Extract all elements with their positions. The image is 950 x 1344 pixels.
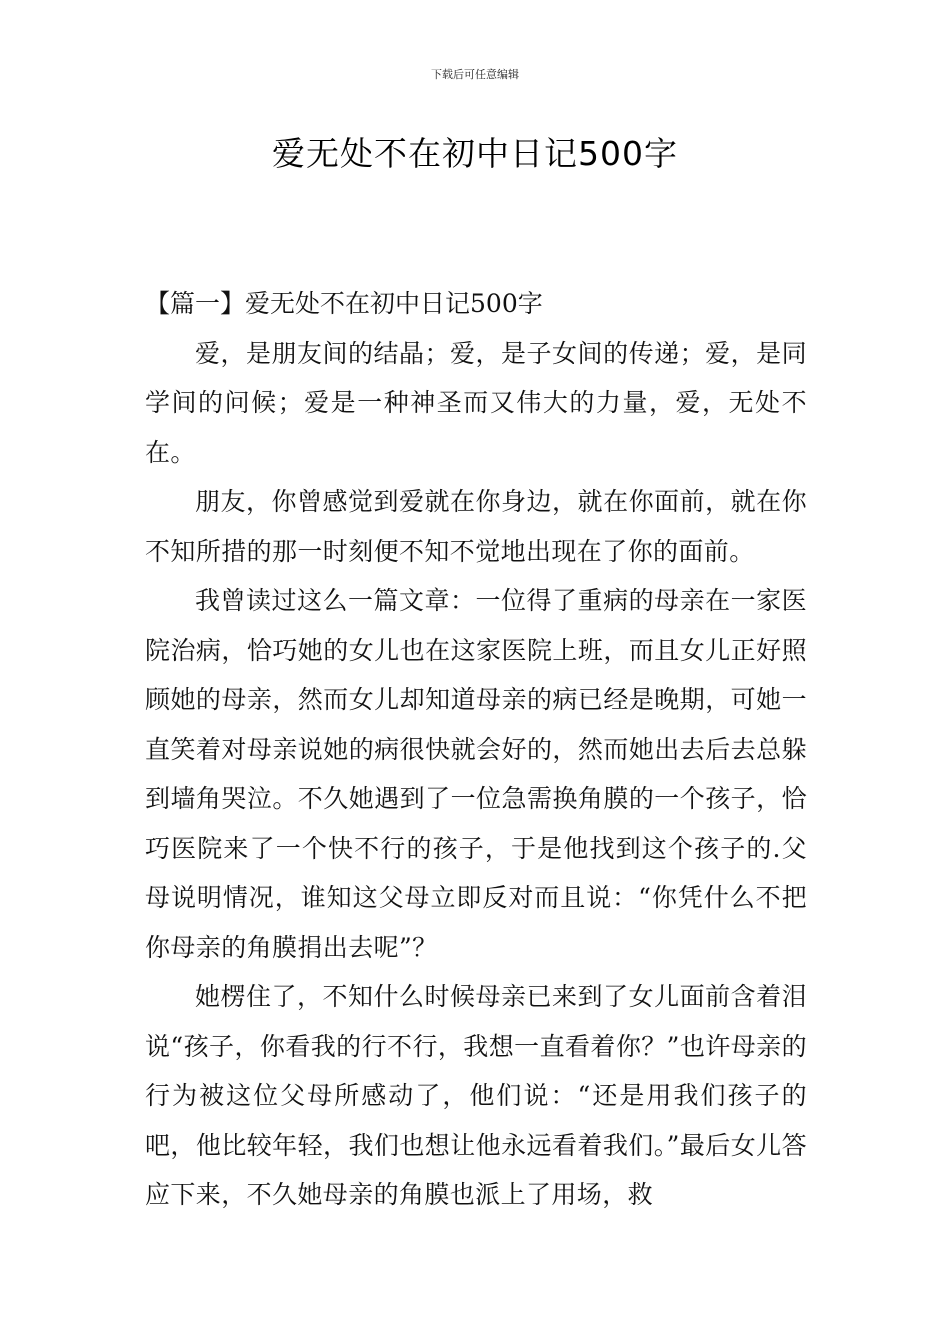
page-title: 爱无处不在初中日记500字 [272, 134, 678, 173]
paragraph-1: 爱，是朋友间的结晶；爱，是子女间的传递；爱，是同学间的问候；爱是一种神圣而又伟大的力量，爱，无处不在。 [145, 338, 807, 467]
section-heading: 【篇一】爱无处不在初中日记500字 [145, 289, 543, 318]
paragraph-2: 朋友，你曾感觉到爱就在你身边，就在你面前，就在你不知所措的那一时刻便不知不觉地出现在了你的面前。 [145, 487, 807, 566]
paragraph-3: 我曾读过这么一篇文章：一位得了重病的母亲在一家医院治病，恰巧她的女儿也在这家医院上班，而且女儿正好照顾她的母亲，然而女儿却知道母亲的病已经是晚期，可她一直笑着对母亲说她的病很快就会好的，然而她出去后去总躲到墙角哭泣。不久她遇到了一位急需换角膜的一个孩子，恰巧医院来了一个快不行的孩子，于是他找到这个孩子的.父母说明情况，谁知这父母立即反对而且说：“你凭什么不把你母亲的角膜捐出去呢”？ [145, 586, 807, 962]
document-body [145, 279, 807, 1220]
paragraph-4: 她楞住了，不知什么时候母亲已来到了女儿面前含着泪说“孩子，你看我的行不行，我想一直看着你？”也许母亲的行为被这位父母所感动了，他们说：“还是用我们孩子的吧，他比较年轻，我们也想让他永远看着我们。”最后女儿答应下来，不久她母亲的角膜也派上了用场，救 [145, 982, 807, 1209]
header-note: 下载后可任意编辑 [431, 68, 519, 81]
